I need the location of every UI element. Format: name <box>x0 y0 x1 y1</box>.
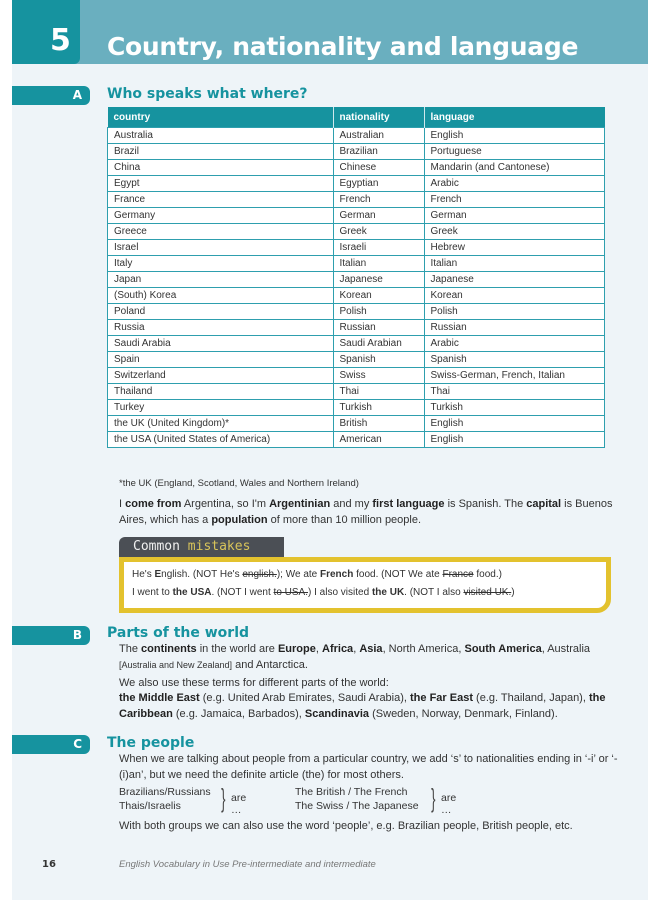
cell-language: English <box>424 416 605 432</box>
key-term: Scandinavia <box>304 708 370 720</box>
text: , <box>353 643 360 655</box>
argentina-example <box>119 496 619 528</box>
table-row <box>108 144 605 160</box>
cell-country: Egypt <box>108 176 334 192</box>
section-c-letter: C <box>73 737 82 751</box>
text: in the world are <box>196 643 278 655</box>
correct-form: the UK <box>371 587 405 598</box>
unit-header <box>12 0 648 64</box>
cell-language: Polish <box>424 304 605 320</box>
common-mistakes-box <box>119 557 611 613</box>
cell-nationality: Turkish <box>333 400 424 416</box>
text: , Australia <box>541 643 591 655</box>
cell-language: Thai <box>424 384 605 400</box>
cell-language: Spanish <box>424 352 605 368</box>
key-term: Asia <box>359 643 383 655</box>
cell-nationality: Israeli <box>333 240 424 256</box>
cell-nationality: Russian <box>333 320 424 336</box>
cell-language: Portuguese <box>424 144 605 160</box>
cell-country: Saudi Arabia <box>108 336 334 352</box>
cell-country: Greece <box>108 224 334 240</box>
cell-country: Israel <box>108 240 334 256</box>
cell-country: Australia <box>108 128 334 144</box>
table-row <box>108 272 605 288</box>
key-term: the Middle East <box>119 692 200 704</box>
group-item: The Swiss / The Japanese <box>295 800 419 812</box>
cell-nationality: Egyptian <box>333 176 424 192</box>
cell-language: Arabic <box>424 336 605 352</box>
continents-paragraph <box>119 641 619 673</box>
cell-country: Poland <box>108 304 334 320</box>
key-term: the Far East <box>410 692 473 704</box>
table-row <box>108 160 605 176</box>
text: and Antarctica. <box>232 659 308 671</box>
note: [Australia and New Zealand] <box>119 660 233 670</box>
cell-language: Greek <box>424 224 605 240</box>
cell-country: Russia <box>108 320 334 336</box>
cell-nationality: Italian <box>333 256 424 272</box>
mistake-line-2 <box>132 587 515 598</box>
text: . (NOT I went <box>211 587 274 598</box>
table-row <box>108 432 605 448</box>
incorrect-form: visited UK. <box>463 587 512 598</box>
cell-country: Spain <box>108 352 334 368</box>
section-c-tab <box>12 735 90 754</box>
text: ) I also visited <box>308 587 372 598</box>
page-number: 16 <box>42 859 56 870</box>
cell-language: Japanese <box>424 272 605 288</box>
group-the-article <box>295 785 419 813</box>
text: (e.g. United Arab Emirates, Saudi Arabia), <box>199 692 411 704</box>
text: I went to <box>132 587 173 598</box>
cell-language: German <box>424 208 605 224</box>
table-row <box>108 352 605 368</box>
text: is Spanish. The <box>444 498 527 510</box>
table-row <box>108 400 605 416</box>
table-row <box>108 368 605 384</box>
cell-nationality: Chinese <box>333 160 424 176</box>
unit-number: 5 <box>50 23 71 58</box>
incorrect-form: english. <box>242 569 277 580</box>
group-s-ending <box>119 785 211 813</box>
correct-form: E <box>154 569 162 580</box>
section-a-tab <box>12 86 90 105</box>
cell-nationality: Japanese <box>333 272 424 288</box>
text: , <box>315 643 322 655</box>
table-header-row <box>108 107 605 128</box>
section-b-letter: B <box>72 628 82 642</box>
correct-form: the USA <box>172 587 212 598</box>
regions-intro: We also use these terms for different parts of the world: <box>119 677 389 689</box>
text: Argentina, so I'm <box>181 498 270 510</box>
text: and my <box>330 498 373 510</box>
label-word-common: Common <box>133 539 180 554</box>
unit-number-box <box>12 0 80 64</box>
cell-language: Korean <box>424 288 605 304</box>
unit-title: Country, nationality and language <box>107 32 579 61</box>
table-row <box>108 224 605 240</box>
correct-form: French <box>320 569 354 580</box>
text: food.) <box>473 569 502 580</box>
table-row <box>108 416 605 432</box>
cell-language: English <box>424 128 605 144</box>
cell-country: Germany <box>108 208 334 224</box>
table-body <box>108 128 605 448</box>
cell-nationality: Spanish <box>333 352 424 368</box>
text: The <box>119 643 142 655</box>
group-item: The British / The French <box>295 786 408 798</box>
table-row <box>108 128 605 144</box>
cell-language: Russian <box>424 320 605 336</box>
table-row <box>108 208 605 224</box>
cell-country: Switzerland <box>108 368 334 384</box>
table-row <box>108 304 605 320</box>
group-item: Brazilians/Russians <box>119 786 211 798</box>
text: (Sweden, Norway, Denmark, Finland). <box>369 708 558 720</box>
cell-country: France <box>108 192 334 208</box>
label-word-mistakes: mistakes <box>187 539 251 554</box>
cell-nationality: Australian <box>333 128 424 144</box>
cell-language: English <box>424 432 605 448</box>
table-row <box>108 288 605 304</box>
table-footnote: *the UK (England, Scotland, Wales and Northern Ireland) <box>119 478 359 489</box>
key-term: first language <box>372 498 445 510</box>
text: ); We ate <box>276 569 320 580</box>
cell-nationality: Polish <box>333 304 424 320</box>
column-header-nationality: nationality <box>333 107 424 128</box>
key-term: population <box>211 514 268 526</box>
cell-country: China <box>108 160 334 176</box>
country-nationality-language-table <box>107 107 605 448</box>
text: (e.g. Jamaica, Barbados), <box>172 708 305 720</box>
cell-nationality: French <box>333 192 424 208</box>
text: I <box>119 498 126 510</box>
cell-nationality: German <box>333 208 424 224</box>
regions-paragraph <box>119 690 619 722</box>
brace-label: are … <box>441 792 457 816</box>
section-b-tab <box>12 626 90 645</box>
cell-language: Swiss-German, French, Italian <box>424 368 605 384</box>
key-term: capital <box>526 498 562 510</box>
mistake-line-1 <box>132 569 502 580</box>
cell-nationality: American <box>333 432 424 448</box>
cell-country: the USA (United States of America) <box>108 432 334 448</box>
table-row <box>108 192 605 208</box>
section-a-title: Who speaks what where? <box>107 86 308 102</box>
cell-nationality: Korean <box>333 288 424 304</box>
right-brace-icon: } <box>431 783 436 813</box>
cell-country: Turkey <box>108 400 334 416</box>
cell-nationality: Greek <box>333 224 424 240</box>
cell-country: (South) Korea <box>108 288 334 304</box>
section-b-title: Parts of the world <box>107 625 250 641</box>
cell-language: Italian <box>424 256 605 272</box>
cell-language: Hebrew <box>424 240 605 256</box>
text: ) <box>511 587 515 598</box>
key-term: come from <box>125 498 182 510</box>
cell-nationality: Brazilian <box>333 144 424 160</box>
text: of more than 10 million people. <box>267 514 422 526</box>
cell-language: Turkish <box>424 400 605 416</box>
cell-nationality: Saudi Arabian <box>333 336 424 352</box>
text: food. (NOT We ate <box>353 569 443 580</box>
cell-country: Italy <box>108 256 334 272</box>
table-row <box>108 336 605 352</box>
table-row <box>108 256 605 272</box>
people-closing: With both groups we can also use the word ‘people’, e.g. Brazilian people, British people, etc. <box>119 820 573 832</box>
table-row <box>108 176 605 192</box>
cell-country: Japan <box>108 272 334 288</box>
section-a-letter: A <box>72 88 82 102</box>
cell-nationality: Swiss <box>333 368 424 384</box>
incorrect-form: to USA. <box>273 587 309 598</box>
section-c-title: The people <box>107 735 195 751</box>
group-item: Thais/Israelis <box>119 800 181 812</box>
people-intro: When we are talking about people from a particular country, we add ‘s’ to nationalities ending in ‘-i’ or ‘-(i)an’, but we need the definite article (the) for most others. <box>119 753 618 781</box>
book-page <box>12 0 648 900</box>
incorrect-form: France <box>442 569 474 580</box>
text: He's <box>132 569 155 580</box>
table-row <box>108 320 605 336</box>
key-term: Africa <box>322 643 354 655</box>
common-mistakes-label <box>119 537 284 557</box>
brace-label: are … <box>231 792 247 816</box>
cell-nationality: British <box>333 416 424 432</box>
cell-nationality: Thai <box>333 384 424 400</box>
column-header-language: language <box>424 107 605 128</box>
cell-country: the UK (United Kingdom)* <box>108 416 334 432</box>
cell-language: Mandarin (and Cantonese) <box>424 160 605 176</box>
key-term: Europe <box>277 643 316 655</box>
cell-language: Arabic <box>424 176 605 192</box>
table-row <box>108 240 605 256</box>
cell-country: Thailand <box>108 384 334 400</box>
text: is Buenos Aires, which has a <box>119 498 613 526</box>
text: nglish. (NOT He's <box>161 569 243 580</box>
table-row <box>108 384 605 400</box>
book-title: English Vocabulary in Use Pre-intermediate and intermediate <box>119 859 376 870</box>
right-brace-icon: } <box>221 783 226 813</box>
key-term: South America <box>464 643 542 655</box>
cell-country: Brazil <box>108 144 334 160</box>
column-header-country: country <box>108 107 334 128</box>
key-term: continents <box>141 643 197 655</box>
cell-language: French <box>424 192 605 208</box>
key-term: Argentinian <box>269 498 331 510</box>
text: (e.g. Thailand, Japan), <box>472 692 589 704</box>
key-term: the Caribbean <box>119 692 606 720</box>
text: , North America, <box>382 643 465 655</box>
text: . (NOT I also <box>404 587 464 598</box>
